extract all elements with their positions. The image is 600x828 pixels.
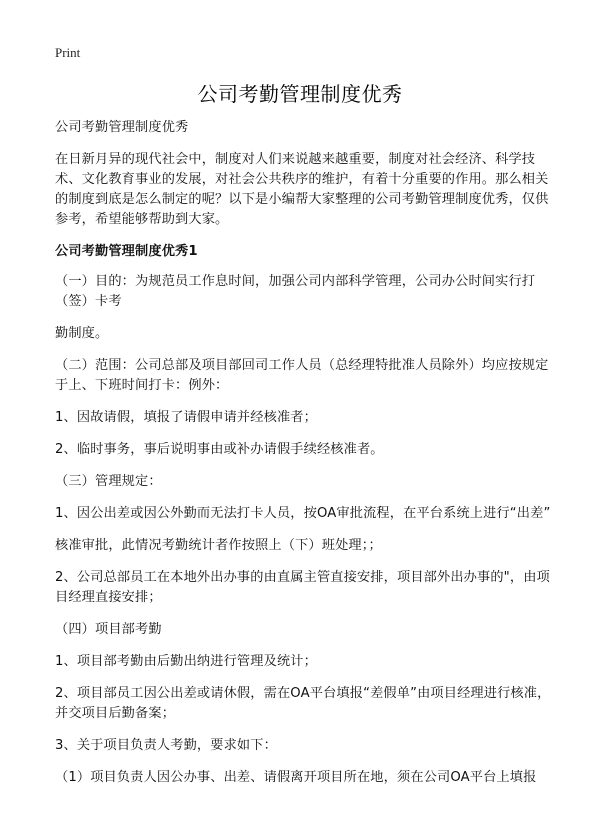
paragraph: （一）目的：为规范员工作息时间，加强公司内部科学管理，公司办公时间实行打（签）卡考 [55, 274, 536, 309]
paragraph: （四）项目部考勤 [55, 622, 162, 637]
paragraph: 2、临时事务，事后说明事由或补办请假手续经核准者。 [55, 442, 384, 457]
paragraph: （二）范围：公司总部及项目部回司工作人员（总经理特批准人员除外）均应按规定于上、下班时间打卡：例外： [55, 358, 549, 393]
paragraph: 1、因公出差或因公外勤而无法打卡人员，按OA审批流程，在平台系统上进行“出差” [55, 506, 551, 521]
paragraph: 2、公司总部员工在本地外出办事的由直属主管直接安排，项目部外出办事的"，由项目经理直接安排； [55, 570, 550, 605]
paragraph: 2、项目部员工因公出差或请休假，需在OA平台填报“差假单”由项目经理进行核准，并交项目后勤备案； [55, 686, 551, 721]
intro-paragraph: 在日新月异的现代社会中，制度对人们来说越来越重要，制度对社会经济、科学技术、文化教育事业的发展，对社会公共秩序的维护，有着十分重要的作用。那么相关的制度到底是怎么制定的呢？以下是小编帮大家整理的公司考勤管理制度优秀，仅供参考，希望能够帮助到大家。 [55, 152, 549, 227]
document-body [55, 118, 551, 800]
section-heading: 公司考勤管理制度优秀1 [55, 244, 198, 259]
paragraph: 3、关于项目负责人考勤，要求如下： [55, 738, 277, 753]
print-label[interactable]: Print [55, 45, 81, 60]
paragraph: （1）项目负责人因公办事、出差、请假离开项目所在地，须在公司OA平台上填报 [55, 770, 537, 785]
paragraph: 1、因故请假，填报了请假申请并经核准者； [55, 410, 317, 425]
paragraph: （三）管理规定： [55, 474, 162, 489]
document-subtitle: 公司考勤管理制度优秀 [55, 120, 189, 135]
paragraph: 勤制度。 [55, 326, 109, 341]
paragraph: 核准审批，此情况考勤统计者作按照上（下）班处理；； [55, 538, 382, 553]
paragraph: 1、项目部考勤由后勤出纳进行管理及统计； [55, 654, 317, 669]
document-title: 公司考勤管理制度优秀 [197, 82, 403, 106]
